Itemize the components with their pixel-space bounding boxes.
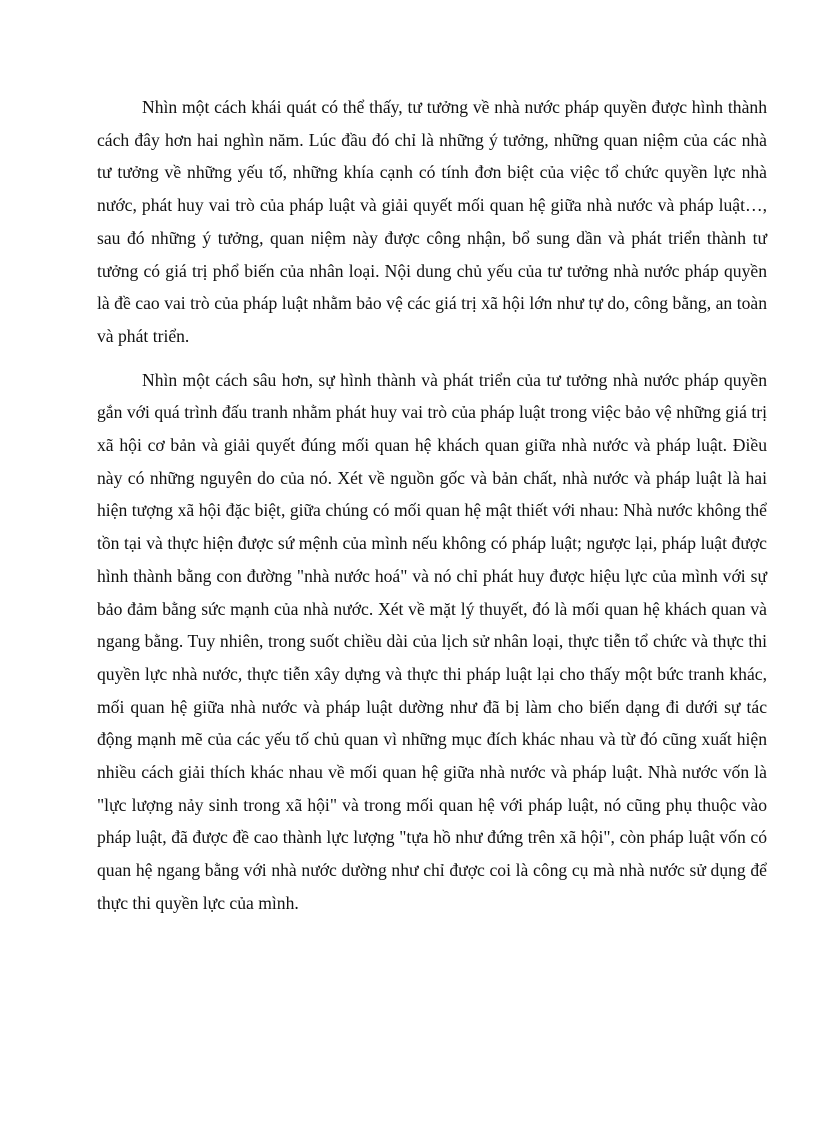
body-text xyxy=(97,91,767,920)
paragraph-1: Nhìn một cách khái quát có thể thấy, tư tưởng về nhà nước pháp quyền được hình thành cách đây hơn hai nghìn năm. Lúc đầu đó chỉ là những ý tưởng, những quan niệm của các nhà tư tưởng về những yếu tố, những khía cạnh có tính đơn biệt của việc tổ chức quyền lực nhà nước, phát huy vai trò của pháp luật và giải quyết mối quan hệ giữa nhà nước và pháp luật…, sau đó những ý tưởng, quan niệm này được công nhận, bổ sung dần và phát triển thành tư tưởng có giá trị phổ biến của nhân loại. Nội dung chủ yếu của tư tưởng nhà nước pháp quyền là đề cao vai trò của pháp luật nhằm bảo vệ các giá trị xã hội lớn như tự do, công bằng, an toàn và phát triển. xyxy=(97,97,767,346)
paragraph-2: Nhìn một cách sâu hơn, sự hình thành và phát triển của tư tưởng nhà nước pháp quyền gắn với quá trình đấu tranh nhằm phát huy vai trò của pháp luật trong việc bảo vệ những giá trị xã hội cơ bản và giải quyết đúng mối quan hệ khách quan giữa nhà nước và pháp luật. Điều này có những nguyên do của nó. Xét về nguồn gốc và bản chất, nhà nước và pháp luật là hai hiện tượng xã hội đặc biệt, giữa chúng có mối quan hệ mật thiết với nhau: Nhà nước không thể tồn tại và thực hiện được sứ mệnh của mình nếu không có pháp luật; ngược lại, pháp luật được hình thành bằng con đường "nhà nước hoá" và nó chỉ phát huy được hiệu lực của mình với sự bảo đảm bằng sức mạnh của nhà nước. Xét về mặt lý thuyết, đó là mối quan hệ khách quan và ngang bằng. Tuy nhiên, trong suốt chiều dài của lịch sử nhân loại, thực tiễn tổ chức và thực thi quyền lực nhà nước, thực tiễn xây dựng và thực thi pháp luật lại cho thấy một bức tranh khác, mối quan hệ giữa nhà nước và pháp luật dường như đã bị làm cho biến dạng đi dưới sự tác động mạnh mẽ của các yếu tố chủ quan vì những mục đích khác nhau và từ đó cũng xuất hiện nhiều cách giải thích khác nhau về mối quan hệ giữa nhà nước và pháp luật. Nhà nước vốn là "lực lượng nảy sinh trong xã hội" và trong mối quan hệ với pháp luật, nó cũng phụ thuộc vào pháp luật, đã được đề cao thành lực lượng "tựa hồ như đứng trên xã hội", còn pháp luật vốn có quan hệ ngang bằng với nhà nước dường như chỉ được coi là công cụ mà nhà nước sử dụng để thực thi quyền lực của mình. xyxy=(97,369,767,913)
